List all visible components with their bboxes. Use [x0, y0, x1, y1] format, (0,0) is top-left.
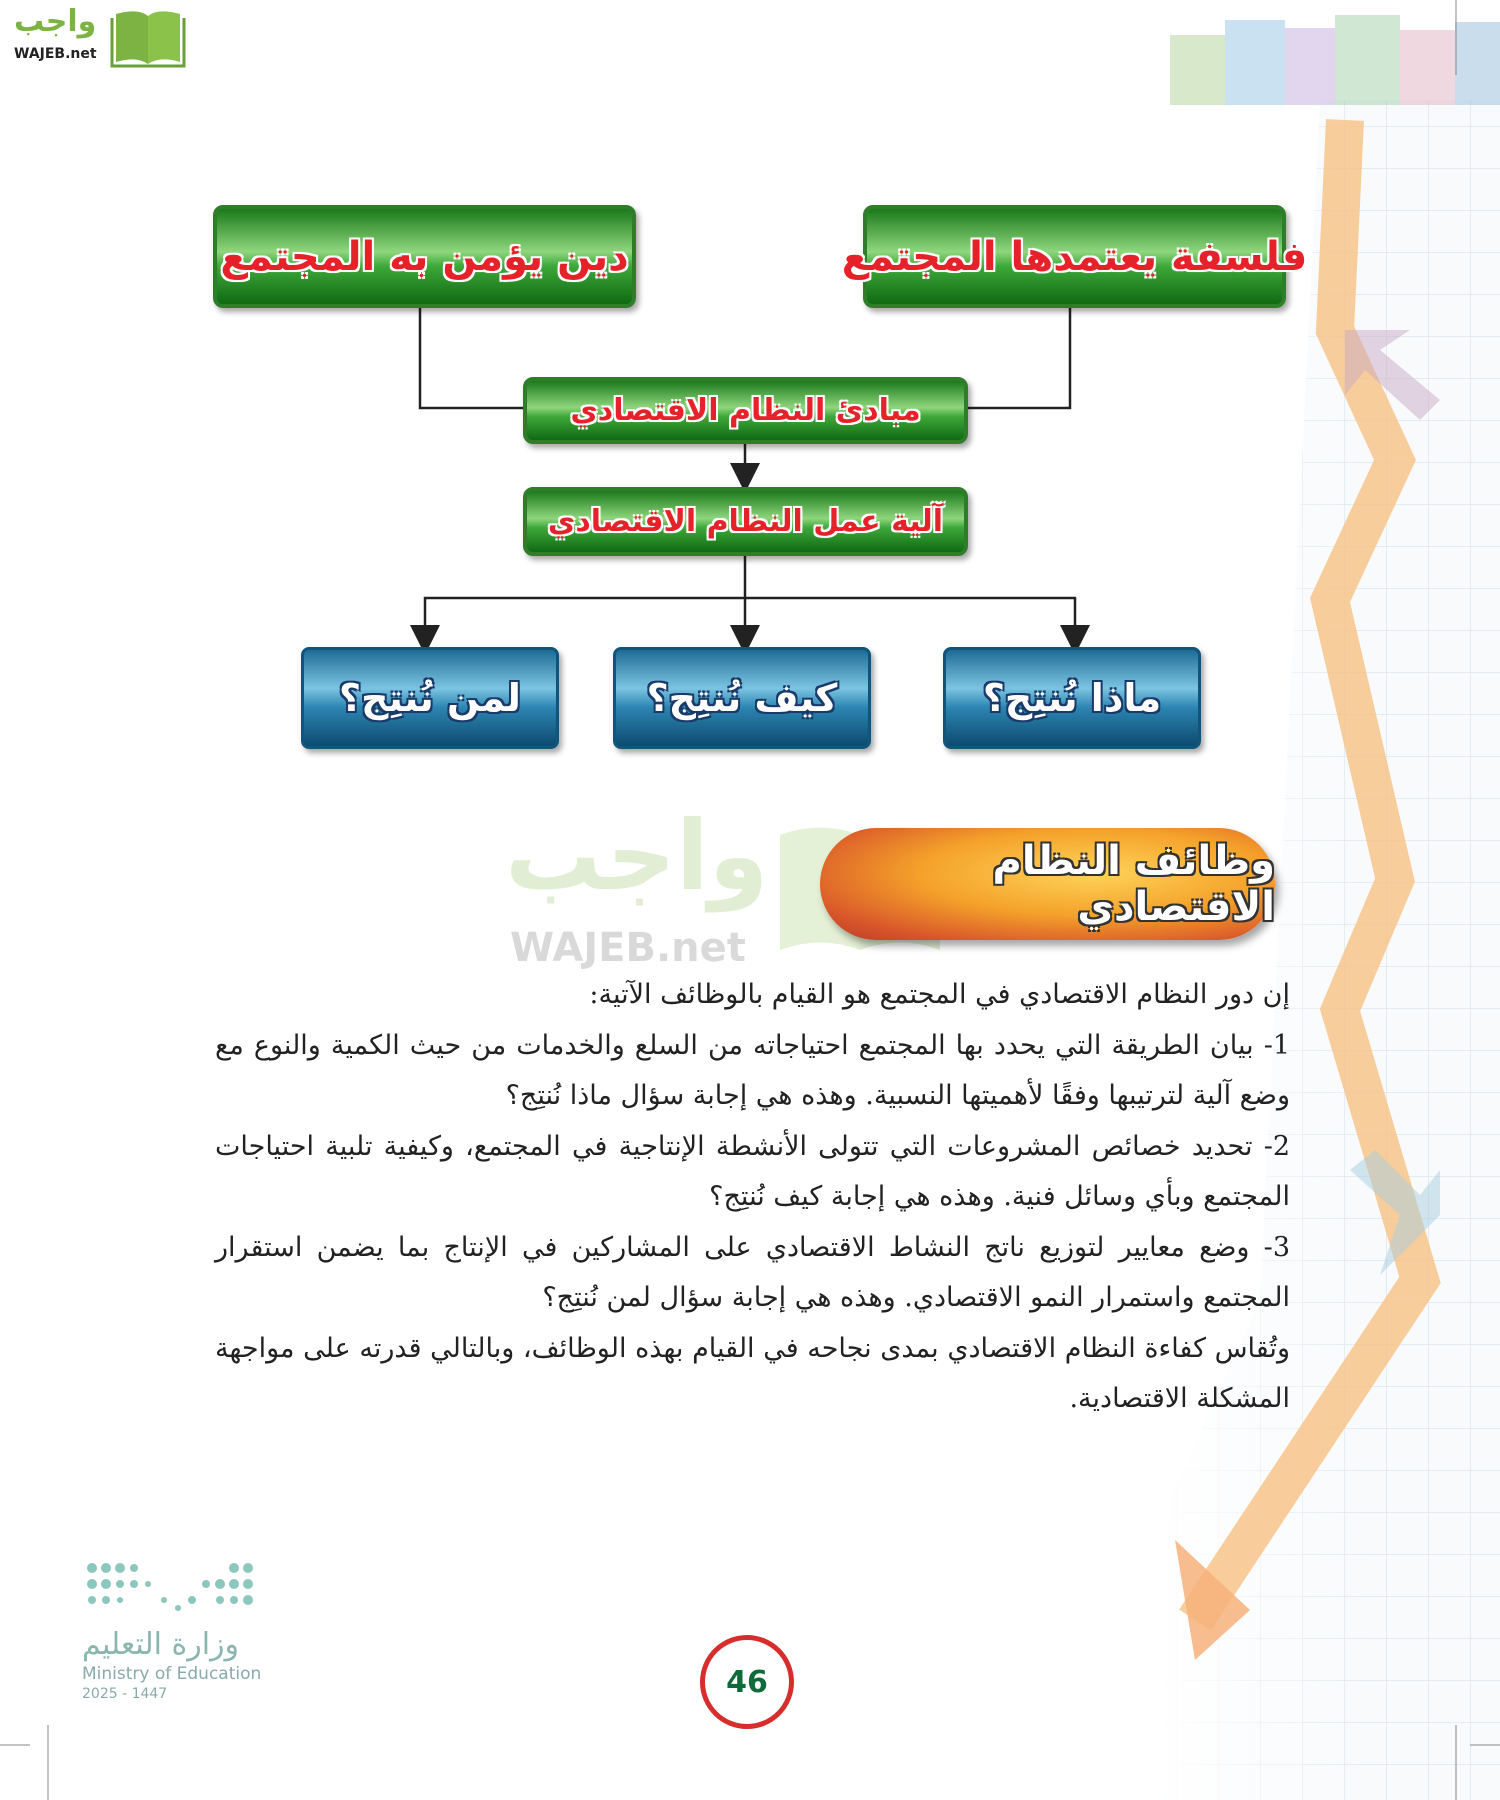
- function-item-2: 2- تحديد خصائص المشروعات التي تتولى الأنشطة الإنتاجية في المجتمع، وكيفية تلبية احتياجات المجتمع وبأي وسائل فنية. وهذه هي إجابة كيف نُنتِج؟: [215, 1130, 1290, 1212]
- section-title-pill: [820, 828, 1275, 940]
- question-whom-label: لمن نُنتِج؟: [339, 676, 521, 720]
- logo-arabic: واجب: [14, 4, 97, 39]
- ministry-logo: [82, 1560, 282, 1702]
- logo-latin: WAJEB.net: [14, 46, 97, 62]
- question-what-label: ماذا نُنتِج؟: [982, 676, 1162, 720]
- watermark-latin: WAJEB.net: [510, 925, 746, 971]
- watermark-arabic: واجب: [505, 800, 769, 912]
- section-title: وظائف النظام الاقتصادي: [992, 838, 1275, 930]
- page-number: 46: [726, 1664, 768, 1700]
- question-whom-box: [301, 647, 559, 749]
- function-item-3: 3- وضع معايير لتوزيع ناتج النشاط الاقتصادي على المشاركين في الإنتاج بما يضمن استقرار المجتمع واستمرار النمو الاقتصادي. وهذه هي إجابة سؤال لمن نُنتِج؟: [215, 1231, 1290, 1313]
- function-item-1: 1- بيان الطريقة التي يحدد بها المجتمع احتياجاته من السلع والخدمات من حيث الكمية والنوع مع وضع آلية لترتيبها وفقًا لأهميتها النسبية. وهذه هي إجابة سؤال ماذا نُنتِج؟: [215, 1029, 1290, 1111]
- body-text: [215, 970, 1290, 1425]
- principles-label: مبادئ النظام الاقتصادي: [570, 393, 921, 428]
- question-what-box: [943, 647, 1201, 749]
- principles-box: [523, 377, 968, 444]
- mechanism-label: آلية عمل النظام الاقتصادي: [547, 504, 944, 539]
- ministry-english: Ministry of Education: [82, 1664, 262, 1684]
- philosophy-box: [841, 205, 1308, 308]
- ministry-arabic: وزارة التعليم: [82, 1627, 240, 1662]
- page-number-badge: [700, 1635, 794, 1729]
- mechanism-box: [523, 487, 968, 556]
- question-how-box: [613, 647, 871, 749]
- ministry-year: 2025 - 1447: [82, 1686, 168, 1702]
- ministry-dots-icon: [82, 1560, 267, 1615]
- question-how-label: كيف نُنتِج؟: [646, 676, 838, 720]
- religion-box: [213, 205, 636, 308]
- closing-paragraph: وتُقاس كفاءة النظام الاقتصادي بمدى نجاحه في القيام بهذه الوظائف، وبالتالي قدرته على مواجهة المشكلة الاقتصادية.: [215, 1332, 1290, 1414]
- philosophy-label: فلسفة يعتمدها المجتمع: [841, 233, 1308, 280]
- religion-label: دين يؤمن به المجتمع: [220, 233, 629, 280]
- intro-paragraph: إن دور النظام الاقتصادي في المجتمع هو القيام بالوظائف الآتية:: [589, 979, 1290, 1010]
